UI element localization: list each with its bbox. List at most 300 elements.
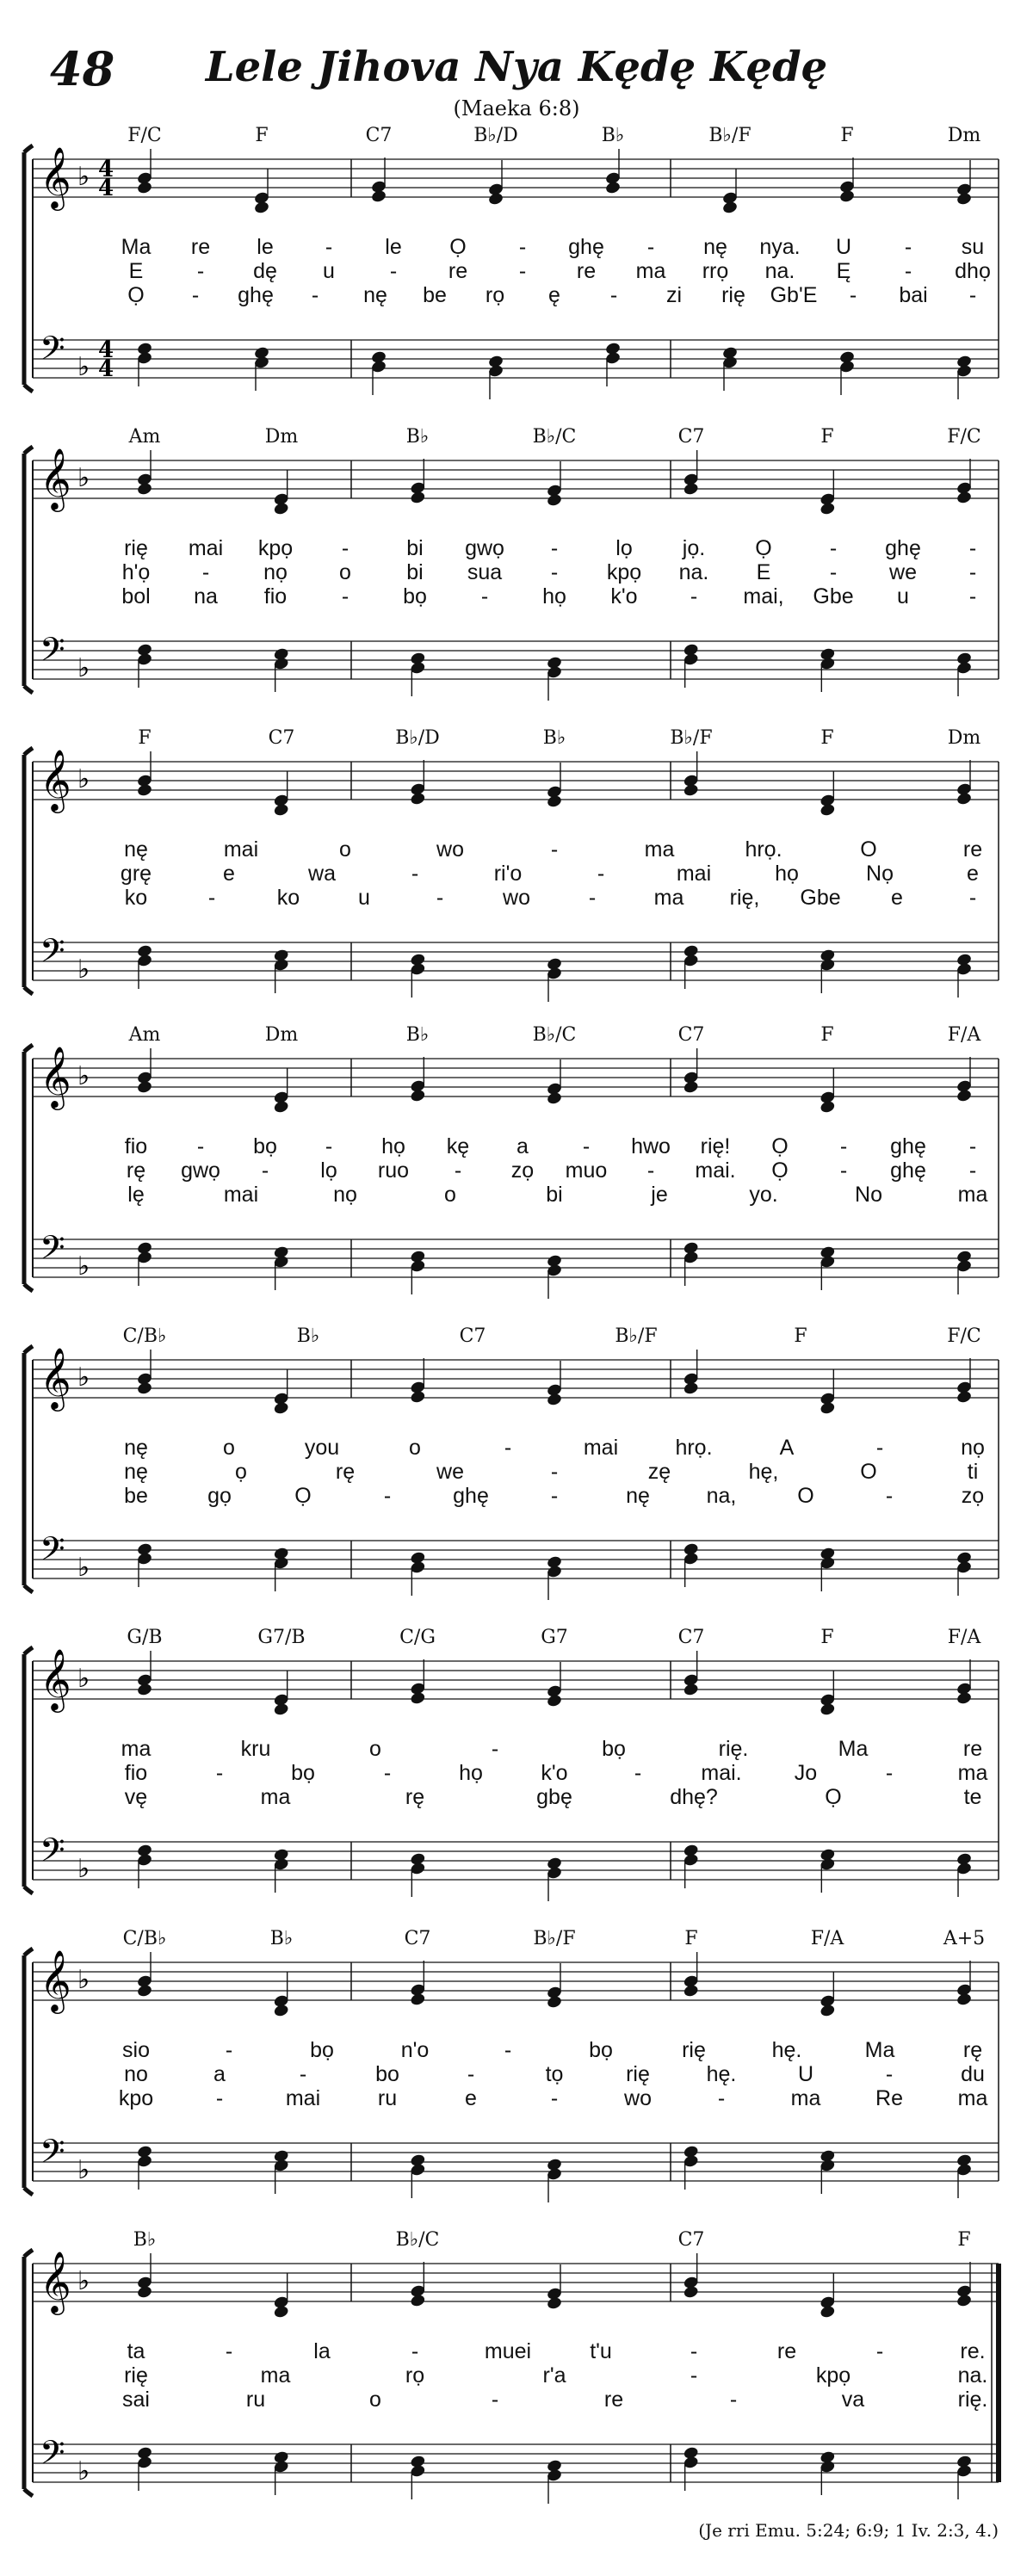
lyric-syllable: sua xyxy=(467,560,503,584)
lyric-syllable: U xyxy=(835,235,852,259)
svg-text:♭: ♭ xyxy=(77,1061,90,1091)
lyric-syllable: bọ xyxy=(589,2038,613,2062)
lyric-syllable: nę xyxy=(124,1436,148,1460)
svg-text:♭: ♭ xyxy=(77,463,90,493)
svg-text:𝄢: 𝄢 xyxy=(40,2132,65,2178)
lyric-syllable: tọ xyxy=(545,2062,564,2086)
lyric-syllable: Ọ xyxy=(825,1785,842,1809)
lyric-syllable: mai xyxy=(223,1183,259,1207)
lyric-syllable: O xyxy=(860,1460,877,1484)
lyric-syllable: - xyxy=(436,886,444,910)
svg-text:♭: ♭ xyxy=(77,1553,90,1583)
lyric-syllable: te xyxy=(963,1785,982,1809)
lyric-syllable: E xyxy=(756,560,771,584)
chord-symbol: B♭ xyxy=(601,125,625,146)
lyric-syllable: lọ xyxy=(615,536,633,560)
lyric-syllable: - xyxy=(518,235,527,259)
lyric-syllable: - xyxy=(849,283,857,307)
lyric-syllable: n'o xyxy=(400,2038,430,2062)
lyric-syllable: - xyxy=(550,837,559,862)
lyric-syllable: ri'o xyxy=(493,862,523,886)
lyric-syllable: - xyxy=(968,536,977,560)
lyric-syllable: rọ xyxy=(405,2363,425,2388)
lyric-syllable: ma xyxy=(260,2363,291,2388)
music-system xyxy=(0,1627,1033,1937)
lyric-syllable: na, xyxy=(706,1484,737,1508)
chord-symbol: Am xyxy=(128,426,161,448)
lyric-syllable: hrọ. xyxy=(675,1436,713,1460)
chord-symbol: B♭/F xyxy=(708,125,752,146)
lyric-syllable: O xyxy=(797,1484,814,1508)
lyric-syllable: va xyxy=(841,2388,865,2412)
hymn-title: Lele Jihova Nya Kędę Kędę xyxy=(205,43,828,91)
chord-symbol: B♭/D xyxy=(473,125,518,146)
svg-text:♭: ♭ xyxy=(77,653,90,683)
lyric-syllable: họ xyxy=(381,1134,405,1158)
lyric-syllable: dę xyxy=(253,259,277,283)
lyric-syllable: U xyxy=(797,2062,814,2086)
chord-symbol: B♭/C xyxy=(395,2229,440,2251)
chord-symbol: C/G xyxy=(399,1627,436,1648)
staff-graphic xyxy=(0,426,1033,710)
chord-symbol: B♭/C xyxy=(532,426,577,448)
lyric-syllable: Ọ xyxy=(755,536,772,560)
chord-symbol: C/B♭ xyxy=(122,1325,167,1347)
chord-symbol: B♭ xyxy=(405,1024,430,1046)
lyric-syllable: bọ xyxy=(310,2038,334,2062)
svg-text:♭: ♭ xyxy=(77,1251,90,1282)
lyric-syllable: ghę xyxy=(238,283,274,307)
lyric-syllable: bol xyxy=(121,584,151,608)
lyric-syllable: mai. xyxy=(701,1761,742,1785)
lyric-syllable: ghę xyxy=(890,1158,926,1183)
lyric-syllable: - xyxy=(690,2339,698,2363)
staff-graphic xyxy=(0,2229,1033,2513)
lyric-syllable: sai xyxy=(122,2388,150,2412)
lyric-syllable: na. xyxy=(957,2363,988,2388)
scripture-reference: (Je rri Emu. 5:24; 6:9; 1 Iv. 2:3, 4.) xyxy=(698,2520,999,2541)
lyric-syllable: re xyxy=(448,259,468,283)
lyric-syllable: kru xyxy=(240,1737,271,1761)
chord-symbol: B♭ xyxy=(269,1928,294,1949)
lyric-syllable: rrọ xyxy=(702,259,729,283)
lyric-syllable: - xyxy=(341,584,349,608)
lyric-syllable: - xyxy=(215,1761,224,1785)
lyric-syllable: bọ xyxy=(253,1134,277,1158)
music-system xyxy=(0,727,1033,1037)
lyric-syllable: nę xyxy=(124,837,148,862)
staff-graphic xyxy=(0,1928,1033,2212)
lyric-syllable: Ọ xyxy=(771,1158,789,1183)
chord-symbol: C7 xyxy=(677,1024,705,1046)
lyric-syllable: ti xyxy=(967,1460,979,1484)
lyric-syllable: fio xyxy=(124,1761,148,1785)
chord-symbol: C7 xyxy=(459,1325,486,1347)
lyric-syllable: - xyxy=(829,560,838,584)
lyric-syllable: - xyxy=(491,1737,499,1761)
lyric-syllable: a xyxy=(213,2062,226,2086)
lyric-syllable: ma xyxy=(957,1761,988,1785)
lyric-syllable: bọ xyxy=(291,1761,315,1785)
lyric-syllable: - xyxy=(646,1158,655,1183)
svg-text:𝄢: 𝄢 xyxy=(40,1228,65,1275)
lyric-syllable: hę, xyxy=(748,1460,779,1484)
lyric-syllable: zę xyxy=(647,1460,671,1484)
chord-symbol: F/A xyxy=(810,1928,844,1949)
lyric-syllable: nya. xyxy=(759,235,801,259)
svg-text:𝄢: 𝄢 xyxy=(40,1529,65,1576)
lyric-syllable: re xyxy=(576,259,597,283)
lyric-syllable: - xyxy=(215,2086,224,2110)
lyric-syllable: - xyxy=(839,1134,848,1158)
svg-text:♭: ♭ xyxy=(77,1362,90,1393)
lyric-syllable: e xyxy=(891,886,903,910)
lyric-syllable: - xyxy=(411,862,419,886)
lyric-syllable: na. xyxy=(764,259,795,283)
lyric-syllable: gọ xyxy=(207,1484,232,1508)
lyric-syllable: Ma xyxy=(121,235,152,259)
lyric-syllable: wo xyxy=(436,837,464,862)
lyric-syllable: hwo xyxy=(631,1134,671,1158)
lyric-syllable: ta xyxy=(127,2339,145,2363)
lyric-syllable: - xyxy=(829,536,838,560)
lyric-syllable: ma xyxy=(260,1785,291,1809)
lyric-syllable: Ma xyxy=(864,2038,895,2062)
lyric-syllable: le xyxy=(385,235,402,259)
lyric-syllable: ko xyxy=(124,886,148,910)
chord-symbol: F xyxy=(820,727,834,749)
lyric-syllable: Nọ xyxy=(866,862,894,886)
lyric-syllable: bi xyxy=(546,1183,563,1207)
lyric-syllable: - xyxy=(646,235,655,259)
lyric-syllable: - xyxy=(383,1761,392,1785)
lyric-syllable: u xyxy=(897,584,909,608)
svg-text:4: 4 xyxy=(98,337,114,363)
lyric-syllable: e xyxy=(967,862,979,886)
lyric-syllable: - xyxy=(968,1158,977,1183)
lyric-syllable: - xyxy=(904,235,912,259)
lyric-syllable: yo. xyxy=(749,1183,778,1207)
lyric-syllable: be xyxy=(423,283,447,307)
lyric-syllable: mai xyxy=(285,2086,321,2110)
lyric-syllable: - xyxy=(839,1158,848,1183)
lyric-syllable: rię xyxy=(626,2062,650,2086)
lyric-syllable: la xyxy=(313,2339,331,2363)
lyric-syllable: re xyxy=(962,1737,983,1761)
lyric-syllable: o xyxy=(339,560,351,584)
svg-text:♭: ♭ xyxy=(77,2155,90,2185)
lyric-syllable: - xyxy=(196,1134,205,1158)
lyric-syllable: rię. xyxy=(718,1737,749,1761)
svg-text:𝄞: 𝄞 xyxy=(40,1045,71,1108)
lyric-syllable: bọ xyxy=(403,584,427,608)
lyric-syllable: - xyxy=(582,1134,591,1158)
music-system xyxy=(0,1325,1033,1635)
lyric-syllable: ọ xyxy=(235,1460,247,1484)
lyric-syllable: ru xyxy=(377,2086,398,2110)
lyric-syllable: du xyxy=(961,2062,985,2086)
lyric-syllable: dhọ xyxy=(955,259,991,283)
lyric-syllable: rię! xyxy=(700,1134,731,1158)
lyric-syllable: le xyxy=(257,235,274,259)
lyric-syllable: kę xyxy=(446,1134,470,1158)
lyric-syllable: o xyxy=(409,1436,421,1460)
lyric-syllable: - xyxy=(729,2388,738,2412)
svg-text:4: 4 xyxy=(98,157,114,182)
lyric-syllable: fio xyxy=(124,1134,148,1158)
lyric-syllable: ma xyxy=(957,2086,988,2110)
lyric-syllable: o xyxy=(223,1436,235,1460)
lyric-syllable: o xyxy=(369,1737,381,1761)
staff-graphic xyxy=(0,125,1033,409)
lyric-syllable: lę xyxy=(127,1183,145,1207)
lyric-syllable: k'o xyxy=(610,584,638,608)
music-system xyxy=(0,426,1033,736)
lyric-syllable: - xyxy=(225,2339,233,2363)
lyric-syllable: họ xyxy=(775,862,799,886)
lyric-syllable: - xyxy=(875,2339,884,2363)
chord-symbol: Am xyxy=(128,1024,161,1046)
lyric-syllable: - xyxy=(341,536,349,560)
lyric-syllable: - xyxy=(904,259,912,283)
lyric-syllable: kpọ xyxy=(606,560,642,584)
lyric-syllable: u xyxy=(358,886,370,910)
lyric-syllable: muo xyxy=(565,1158,608,1183)
lyric-syllable: sio xyxy=(122,2038,150,2062)
lyric-syllable: - xyxy=(196,259,205,283)
lyric-syllable: - xyxy=(597,862,605,886)
hymn-number: 48 xyxy=(50,41,115,96)
lyric-syllable: wa xyxy=(308,862,336,886)
lyric-syllable: - xyxy=(325,235,333,259)
lyric-syllable: - xyxy=(454,1158,462,1183)
chord-symbol: C7 xyxy=(268,727,295,749)
chord-symbol: F xyxy=(138,727,152,749)
lyric-syllable: nę xyxy=(703,235,727,259)
lyric-syllable: re xyxy=(603,2388,624,2412)
lyric-syllable: gwọ xyxy=(181,1158,220,1183)
lyric-syllable: u xyxy=(323,259,335,283)
lyric-syllable: Jo xyxy=(794,1761,818,1785)
chord-symbol: C7 xyxy=(677,426,705,448)
lyric-syllable: - xyxy=(383,1484,392,1508)
lyric-syllable: nę xyxy=(626,1484,650,1508)
lyric-syllable: rọ xyxy=(485,283,505,307)
lyric-syllable: zọ xyxy=(961,1484,985,1508)
lyric-syllable: ma xyxy=(121,1737,152,1761)
lyric-syllable: zi xyxy=(665,283,683,307)
lyric-syllable: ma xyxy=(790,2086,821,2110)
lyric-syllable: - xyxy=(609,283,618,307)
music-system xyxy=(0,1928,1033,2238)
lyric-syllable: rię xyxy=(124,536,148,560)
chord-symbol: C7 xyxy=(365,125,393,146)
lyric-syllable: rę xyxy=(126,1158,146,1183)
lyric-syllable: mai xyxy=(676,862,712,886)
lyric-syllable: - xyxy=(207,886,216,910)
lyric-syllable: mai xyxy=(583,1436,619,1460)
lyric-syllable: wo xyxy=(624,2086,652,2110)
lyric-syllable: Gbe xyxy=(800,886,841,910)
lyric-syllable: you xyxy=(304,1436,340,1460)
lyric-syllable: na xyxy=(194,584,218,608)
chord-symbol: Dm xyxy=(264,1024,299,1046)
lyric-syllable: rę xyxy=(962,2038,983,2062)
chord-symbol: F/C xyxy=(947,426,981,448)
lyric-syllable: - xyxy=(968,584,977,608)
svg-text:𝄢: 𝄢 xyxy=(40,630,65,676)
chord-symbol: F/C xyxy=(947,1325,981,1347)
lyric-syllable: O xyxy=(860,837,877,862)
lyric-syllable: rę xyxy=(405,1785,425,1809)
lyric-syllable: - xyxy=(968,1134,977,1158)
lyric-syllable: - xyxy=(225,2038,233,2062)
lyric-syllable: ghę xyxy=(885,536,921,560)
lyric-syllable: zọ xyxy=(510,1158,535,1183)
lyric-syllable: - xyxy=(550,2086,559,2110)
lyric-syllable: - xyxy=(968,283,977,307)
chord-symbol: C7 xyxy=(677,2229,705,2251)
chord-symbol: B♭ xyxy=(296,1325,320,1347)
lyric-syllable: ko xyxy=(276,886,300,910)
lyric-syllable: mai, xyxy=(743,584,784,608)
svg-text:𝄢: 𝄢 xyxy=(40,931,65,978)
lyric-syllable: bai xyxy=(899,283,928,307)
lyric-syllable: rię xyxy=(682,2038,706,2062)
lyric-syllable: - xyxy=(968,560,977,584)
svg-text:𝄢: 𝄢 xyxy=(40,1831,65,1877)
lyric-syllable: kpọ xyxy=(815,2363,851,2388)
svg-text:𝄞: 𝄞 xyxy=(40,748,71,811)
lyric-syllable: re. xyxy=(960,2339,986,2363)
lyric-syllable: nọ xyxy=(263,560,288,584)
lyric-syllable: - xyxy=(885,1761,894,1785)
lyric-syllable: rię xyxy=(124,2363,148,2388)
lyric-syllable: wo xyxy=(503,886,530,910)
lyric-syllable: ma xyxy=(957,1183,988,1207)
lyric-syllable: mai xyxy=(188,536,224,560)
chord-symbol: F xyxy=(820,426,834,448)
lyric-syllable: bọ xyxy=(602,1737,626,1761)
chord-symbol: F xyxy=(255,125,269,146)
lyric-syllable: ma xyxy=(644,837,675,862)
lyric-syllable: hę. xyxy=(706,2062,737,2086)
lyric-syllable: e xyxy=(465,2086,477,2110)
lyric-syllable: - xyxy=(690,2363,698,2388)
chord-symbol: C7 xyxy=(404,1928,431,1949)
lyric-syllable: Ọ xyxy=(127,283,145,307)
lyric-syllable: - xyxy=(550,536,559,560)
svg-text:4: 4 xyxy=(98,176,114,201)
svg-text:♭: ♭ xyxy=(77,352,90,382)
svg-text:𝄞: 𝄞 xyxy=(40,145,71,208)
lyric-syllable: - xyxy=(634,1761,642,1785)
chord-symbol: C7 xyxy=(677,1627,705,1648)
lyric-syllable: rię. xyxy=(957,2388,988,2412)
lyric-syllable: - xyxy=(885,2062,894,2086)
lyric-syllable: rię, xyxy=(729,886,760,910)
lyric-syllable: - xyxy=(588,886,597,910)
lyric-syllable: - xyxy=(191,283,200,307)
lyric-syllable: o xyxy=(339,837,351,862)
chord-symbol: B♭/F xyxy=(670,727,713,749)
chord-symbol: F/C xyxy=(127,125,162,146)
lyric-syllable: muei xyxy=(484,2339,532,2363)
lyric-syllable: - xyxy=(550,1484,559,1508)
lyric-syllable: na. xyxy=(678,560,709,584)
lyric-syllable: k'o xyxy=(541,1761,568,1785)
svg-text:𝄞: 𝄞 xyxy=(40,447,71,510)
lyric-syllable: be xyxy=(124,1484,148,1508)
chord-symbol: F/A xyxy=(947,1627,981,1648)
chord-symbol: C/B♭ xyxy=(122,1928,167,1949)
lyric-syllable: re xyxy=(190,235,211,259)
lyric-syllable: gbę xyxy=(536,1785,572,1809)
music-system xyxy=(0,125,1033,435)
lyric-syllable: Ọ xyxy=(449,235,467,259)
lyric-syllable: ę xyxy=(548,283,560,307)
lyric-syllable: dhę? xyxy=(670,1785,718,1809)
lyric-syllable: E xyxy=(128,259,144,283)
svg-text:♭: ♭ xyxy=(77,764,90,794)
lyric-syllable: - xyxy=(467,2062,475,2086)
svg-text:♭: ♭ xyxy=(77,2456,90,2486)
lyric-syllable: - xyxy=(690,584,698,608)
lyric-syllable: nọ xyxy=(333,1183,357,1207)
lyric-syllable: - xyxy=(299,2062,307,2086)
lyric-syllable: - xyxy=(518,259,527,283)
lyric-syllable: bi xyxy=(406,536,424,560)
lyric-syllable: mai xyxy=(223,837,259,862)
svg-text:4: 4 xyxy=(98,356,114,382)
chord-symbol: B♭ xyxy=(133,2229,157,2251)
lyric-syllable: họ xyxy=(459,1761,483,1785)
lyric-syllable: rię xyxy=(721,283,745,307)
lyric-syllable: - xyxy=(411,2339,419,2363)
lyric-syllable: h'ọ xyxy=(121,560,151,584)
lyric-syllable: - xyxy=(504,1436,512,1460)
lyric-syllable: grę xyxy=(120,862,152,886)
lyric-syllable: we xyxy=(889,560,917,584)
chord-symbol: Dm xyxy=(947,727,981,749)
svg-text:♭: ♭ xyxy=(77,1664,90,1694)
lyric-syllable: lọ xyxy=(320,1158,337,1183)
chord-symbol: B♭/F xyxy=(533,1928,576,1949)
lyric-syllable: no xyxy=(124,2062,148,2086)
lyric-syllable: we xyxy=(436,1460,464,1484)
lyric-syllable: - xyxy=(261,1158,269,1183)
lyric-syllable: Ọ xyxy=(294,1484,312,1508)
svg-text:♭: ♭ xyxy=(77,1965,90,1995)
lyric-syllable: nę xyxy=(124,1460,148,1484)
lyric-syllable: fio xyxy=(263,584,288,608)
lyric-syllable: hrọ. xyxy=(745,837,782,862)
lyric-syllable: - xyxy=(717,2086,726,2110)
chord-symbol: B♭ xyxy=(542,727,566,749)
chord-symbol: Dm xyxy=(264,426,299,448)
chord-symbol: F/A xyxy=(947,1024,981,1046)
lyric-syllable: Ę xyxy=(836,259,851,283)
lyric-syllable: nọ xyxy=(961,1436,985,1460)
lyric-syllable: t'u xyxy=(590,2339,612,2363)
chord-symbol: G7/B xyxy=(257,1627,306,1648)
chord-symbol: B♭/C xyxy=(532,1024,577,1046)
svg-text:𝄞: 𝄞 xyxy=(40,2250,71,2313)
svg-text:♭: ♭ xyxy=(77,954,90,985)
lyric-syllable: - xyxy=(491,2388,499,2412)
lyric-syllable: nę xyxy=(363,283,387,307)
lyric-syllable: - xyxy=(968,886,977,910)
